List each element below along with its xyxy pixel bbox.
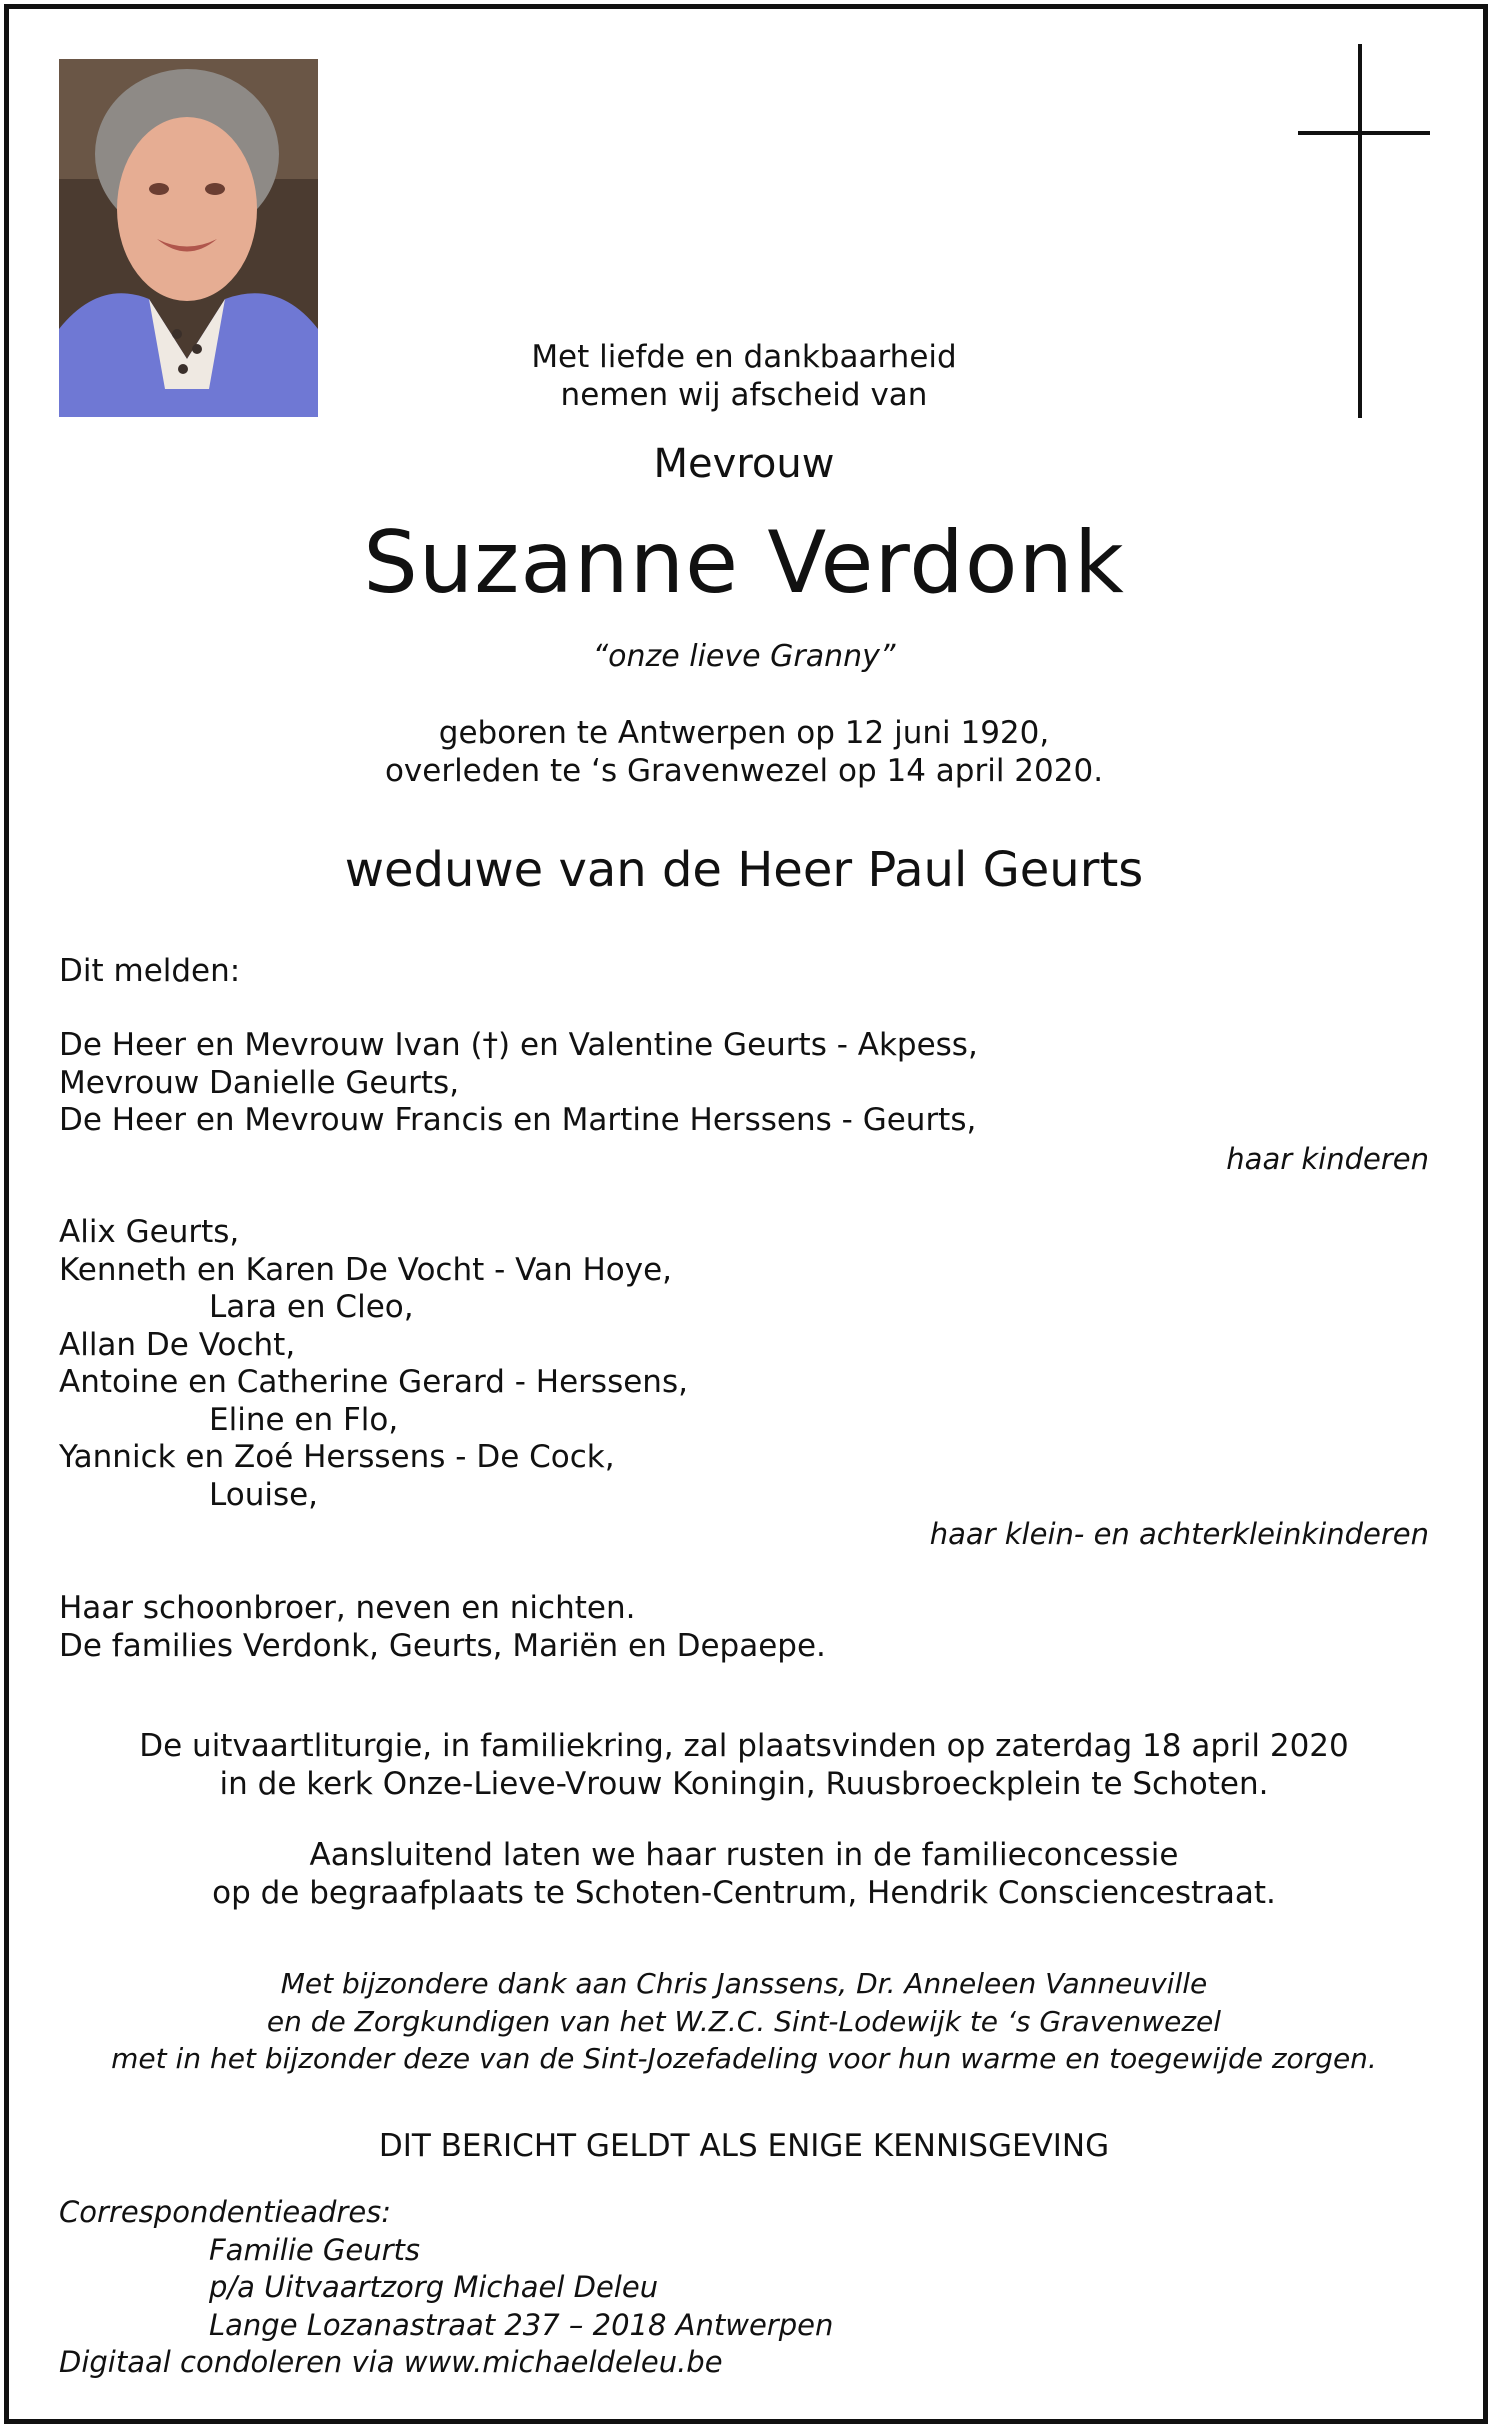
children-list <box>59 1027 978 1140</box>
grandchildren-label: haar klein- en achterkleinkinderen <box>929 1517 1429 1551</box>
list-item: Haar schoonbroer, neven en nichten. <box>59 1590 636 1626</box>
correspondence-address <box>59 2194 833 2382</box>
thanks-line: en de Zorgkundigen van het W.Z.C. Sint-Lodewijk te ‘s Gravenwezel <box>266 2004 1222 2038</box>
deceased-name: Suzanne Verdonk <box>363 513 1125 613</box>
list-item: Antoine en Catherine Gerard - Herssens, <box>59 1364 688 1400</box>
intro-line: Met liefde en dankbaarheid <box>531 339 957 375</box>
funeral-liturgy <box>0 1728 1488 1803</box>
address-line: p/a Uitvaartzorg Michael Deleu <box>209 2270 659 2304</box>
list-item: De Heer en Mevrouw Francis en Martine Herssens - Geurts, <box>59 1102 977 1138</box>
sole-notice: DIT BERICHT GELDT ALS ENIGE KENNISGEVING <box>378 2128 1110 2164</box>
liturgy-line: De uitvaartliturgie, in familiekring, zal plaatsvinden op zaterdag 18 april 2020 <box>139 1728 1349 1764</box>
list-item: Yannick en Zoé Herssens - De Cock, <box>59 1439 615 1475</box>
burial-info <box>0 1837 1488 1912</box>
widow-of: weduwe van de Heer Paul Geurts <box>344 842 1144 898</box>
list-item: Lara en Cleo, <box>209 1289 414 1325</box>
announcers-heading: Dit melden: <box>59 953 241 989</box>
intro <box>0 338 1488 414</box>
liturgy-line: in de kerk Onze-Lieve-Vrouw Koningin, Ruusbroeckplein te Schoten. <box>219 1765 1269 1802</box>
thanks-line: met in het bijzonder deze van de Sint-Jozefadeling voor hun warme en toegewijde zorgen. <box>111 2042 1377 2075</box>
correspondence-heading: Correspondentieadres: <box>59 2195 392 2229</box>
online-condolence: Digitaal condoleren via www.michaeldeleu.be <box>59 2345 723 2379</box>
salutation: Mevrouw <box>653 441 835 487</box>
list-item: Louise, <box>209 1476 319 1513</box>
death-line: overleden te ‘s Gravenwezel op 14 april 2020. <box>384 753 1104 789</box>
birth-line: geboren te Antwerpen op 12 juni 1920, <box>438 715 1050 751</box>
list-item: Eline en Flo, <box>209 1401 399 1438</box>
burial-line: op de begraafplaats te Schoten-Centrum, Hendrik Consciencestraat. <box>212 1874 1276 1911</box>
children-label: haar kinderen <box>1226 1142 1429 1176</box>
list-item: Kenneth en Karen De Vocht - Van Hoye, <box>59 1251 673 1288</box>
intro-line: nemen wij afscheid van <box>560 377 928 413</box>
list-item: De Heer en Mevrouw Ivan (†) en Valentine Geurts - Akpess, <box>59 1027 978 1063</box>
burial-line: Aansluitend laten we haar rusten in de familieconcessie <box>309 1837 1179 1873</box>
grandchildren-list <box>59 1214 688 1514</box>
list-item: De families Verdonk, Geurts, Mariën en Depaepe. <box>59 1627 826 1664</box>
thanks-line: Met bijzondere dank aan Chris Janssens, Dr. Anneleen Vanneuville <box>280 1967 1208 2000</box>
cross-icon-bar <box>1298 131 1430 135</box>
address-line: Lange Lozanastraat 237 – 2018 Antwerpen <box>209 2307 834 2342</box>
address-line: Familie Geurts <box>209 2232 421 2267</box>
nickname: “onze lieve Granny” <box>592 639 896 674</box>
list-item: Alix Geurts, <box>59 1214 240 1250</box>
family-list <box>59 1590 826 1665</box>
thanks-note <box>0 1965 1488 2078</box>
list-item: Mevrouw Danielle Geurts, <box>59 1064 460 1101</box>
life-dates <box>0 714 1488 790</box>
list-item: Allan De Vocht, <box>59 1326 296 1363</box>
